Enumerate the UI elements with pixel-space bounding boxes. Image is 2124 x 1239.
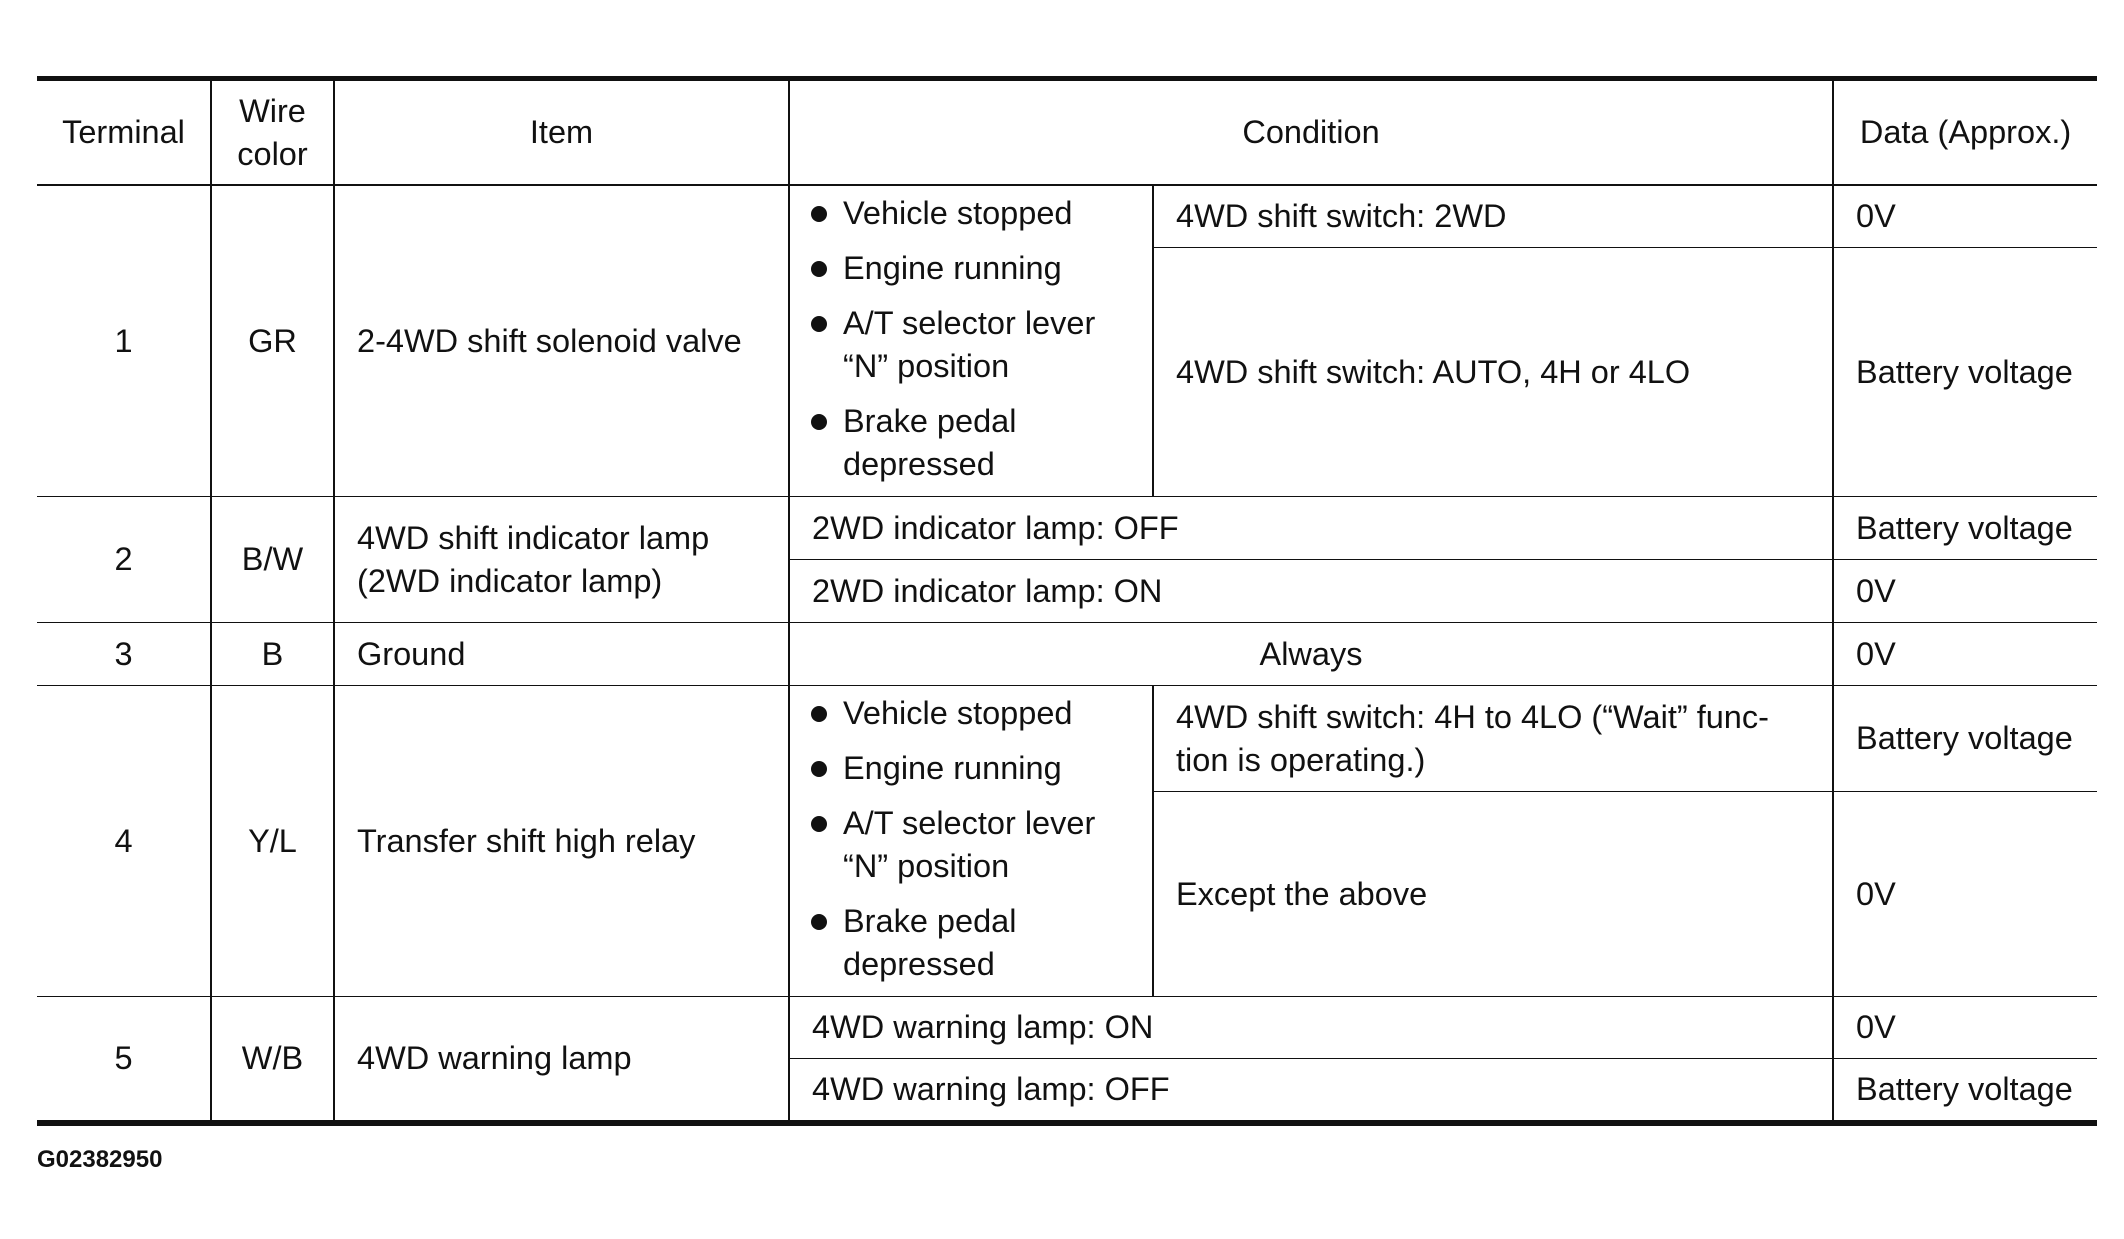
item-cell: Transfer shift high relay (334, 686, 789, 997)
condition-bullet-list (810, 692, 1140, 986)
bullet-dot-icon (811, 316, 827, 332)
data-cell: Battery voltage (1833, 248, 2097, 497)
terminal-cell: 5 (37, 997, 211, 1124)
bullet-dot-icon (811, 914, 827, 930)
table-row (37, 686, 2097, 792)
list-item: Engine running (810, 247, 1140, 290)
wire-color-cell: B (211, 623, 334, 686)
list-item: Vehicle stopped (810, 192, 1140, 235)
data-cell: 0V (1833, 185, 2097, 248)
item-cell: 4WD warning lamp (334, 997, 789, 1124)
terminal-data-table-container (37, 76, 2097, 1126)
bullet-dot-icon (811, 816, 827, 832)
condition-bullets-cell (789, 185, 1153, 497)
wire-color-cell: W/B (211, 997, 334, 1124)
table-row (37, 185, 2097, 248)
terminal-cell: 4 (37, 686, 211, 997)
condition-cell: Always (789, 623, 1833, 686)
item-cell: 2-4WD shift solenoid valve (334, 185, 789, 497)
bullet-dot-icon (811, 261, 827, 277)
data-cell: Battery voltage (1833, 1059, 2097, 1124)
data-cell: 0V (1833, 997, 2097, 1059)
condition-cell: 2WD indicator lamp: ON (789, 560, 1833, 623)
wire-color-cell: Y/L (211, 686, 334, 997)
condition-cell: 4WD shift switch: AUTO, 4H or 4LO (1153, 248, 1833, 497)
list-item: Engine running (810, 747, 1140, 790)
condition-cell: 2WD indicator lamp: OFF (789, 497, 1833, 560)
list-item: Brake pedal depressed (810, 400, 1140, 486)
header-condition: Condition (789, 79, 1833, 186)
header-terminal: Terminal (37, 79, 211, 186)
header-row (37, 79, 2097, 186)
list-item: Brake pedal depressed (810, 900, 1140, 986)
data-cell: 0V (1833, 792, 2097, 997)
condition-cell: 4WD shift switch: 4H to 4LO (“Wait” func- tion is operating.) (1153, 686, 1833, 792)
data-cell: Battery voltage (1833, 497, 2097, 560)
figure-id: G02382950 (37, 1146, 163, 1173)
wire-color-cell: B/W (211, 497, 334, 623)
wire-color-cell: GR (211, 185, 334, 497)
table-row (37, 497, 2097, 560)
condition-cell: 4WD warning lamp: ON (789, 997, 1833, 1059)
condition-cell: Except the above (1153, 792, 1833, 997)
terminal-data-table (37, 76, 2097, 1126)
terminal-cell: 3 (37, 623, 211, 686)
data-cell: 0V (1833, 560, 2097, 623)
bullet-dot-icon (811, 706, 827, 722)
list-item: A/T selector lever “N” position (810, 802, 1140, 888)
bullet-dot-icon (811, 206, 827, 222)
item-cell: Ground (334, 623, 789, 686)
item-cell: 4WD shift indicator lamp (2WD indicator lamp) (334, 497, 789, 623)
condition-bullets-cell (789, 686, 1153, 997)
condition-cell: 4WD warning lamp: OFF (789, 1059, 1833, 1124)
terminal-cell: 2 (37, 497, 211, 623)
header-item: Item (334, 79, 789, 186)
header-wire-color: Wire color (211, 79, 334, 186)
condition-bullet-list (810, 192, 1140, 486)
list-item: A/T selector lever “N” position (810, 302, 1140, 388)
condition-cell: 4WD shift switch: 2WD (1153, 185, 1833, 248)
bullet-dot-icon (811, 761, 827, 777)
data-cell: 0V (1833, 623, 2097, 686)
header-data: Data (Approx.) (1833, 79, 2097, 186)
table-row (37, 997, 2097, 1059)
list-item: Vehicle stopped (810, 692, 1140, 735)
terminal-cell: 1 (37, 185, 211, 497)
table-row (37, 623, 2097, 686)
data-cell: Battery voltage (1833, 686, 2097, 792)
bullet-dot-icon (811, 414, 827, 430)
